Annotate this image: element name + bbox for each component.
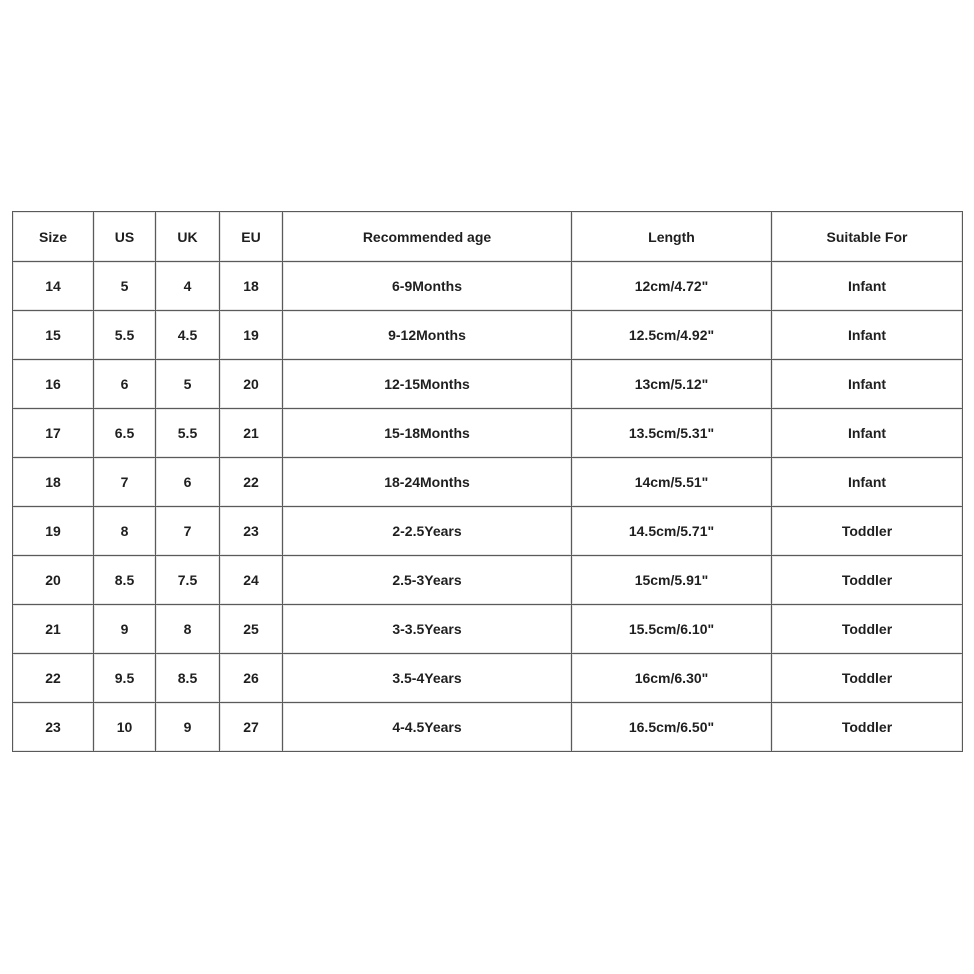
header-eu: EU — [220, 212, 283, 262]
cell-eu: 23 — [220, 507, 283, 556]
cell-recommended-age: 18-24Months — [283, 458, 572, 507]
cell-size: 17 — [13, 409, 94, 458]
cell-uk: 4 — [156, 262, 220, 311]
table-row — [13, 605, 963, 654]
header-size: Size — [13, 212, 94, 262]
size-chart-container — [12, 211, 962, 752]
cell-eu: 19 — [220, 311, 283, 360]
table-row — [13, 703, 963, 752]
cell-uk: 8.5 — [156, 654, 220, 703]
cell-recommended-age: 3.5-4Years — [283, 654, 572, 703]
cell-suitable-for: Toddler — [772, 556, 963, 605]
cell-us: 7 — [94, 458, 156, 507]
cell-uk: 5.5 — [156, 409, 220, 458]
cell-recommended-age: 9-12Months — [283, 311, 572, 360]
cell-size: 16 — [13, 360, 94, 409]
table-row — [13, 360, 963, 409]
header-recommended-age: Recommended age — [283, 212, 572, 262]
cell-length: 12.5cm/4.92" — [572, 311, 772, 360]
cell-eu: 24 — [220, 556, 283, 605]
cell-us: 8.5 — [94, 556, 156, 605]
cell-recommended-age: 2-2.5Years — [283, 507, 572, 556]
cell-eu: 21 — [220, 409, 283, 458]
cell-size: 20 — [13, 556, 94, 605]
cell-recommended-age: 4-4.5Years — [283, 703, 572, 752]
cell-size: 22 — [13, 654, 94, 703]
cell-eu: 27 — [220, 703, 283, 752]
cell-suitable-for: Infant — [772, 409, 963, 458]
header-row — [13, 212, 963, 262]
table-row — [13, 409, 963, 458]
cell-uk: 7.5 — [156, 556, 220, 605]
cell-recommended-age: 12-15Months — [283, 360, 572, 409]
cell-length: 14cm/5.51" — [572, 458, 772, 507]
size-chart-body — [13, 262, 963, 752]
cell-us: 10 — [94, 703, 156, 752]
header-us: US — [94, 212, 156, 262]
cell-size: 19 — [13, 507, 94, 556]
cell-us: 6 — [94, 360, 156, 409]
cell-us: 5.5 — [94, 311, 156, 360]
cell-recommended-age: 15-18Months — [283, 409, 572, 458]
cell-suitable-for: Toddler — [772, 507, 963, 556]
cell-recommended-age: 3-3.5Years — [283, 605, 572, 654]
cell-us: 5 — [94, 262, 156, 311]
cell-length: 13.5cm/5.31" — [572, 409, 772, 458]
cell-uk: 8 — [156, 605, 220, 654]
table-row — [13, 311, 963, 360]
cell-us: 8 — [94, 507, 156, 556]
cell-length: 16.5cm/6.50" — [572, 703, 772, 752]
cell-length: 14.5cm/5.71" — [572, 507, 772, 556]
table-row — [13, 556, 963, 605]
table-row — [13, 654, 963, 703]
cell-uk: 4.5 — [156, 311, 220, 360]
cell-length: 12cm/4.72" — [572, 262, 772, 311]
cell-size: 14 — [13, 262, 94, 311]
cell-size: 15 — [13, 311, 94, 360]
cell-size: 21 — [13, 605, 94, 654]
cell-eu: 18 — [220, 262, 283, 311]
cell-suitable-for: Infant — [772, 360, 963, 409]
cell-uk: 5 — [156, 360, 220, 409]
cell-suitable-for: Toddler — [772, 605, 963, 654]
cell-length: 15cm/5.91" — [572, 556, 772, 605]
cell-us: 6.5 — [94, 409, 156, 458]
cell-recommended-age: 6-9Months — [283, 262, 572, 311]
size-chart-table — [12, 211, 963, 752]
cell-eu: 26 — [220, 654, 283, 703]
cell-suitable-for: Infant — [772, 262, 963, 311]
cell-length: 13cm/5.12" — [572, 360, 772, 409]
cell-suitable-for: Infant — [772, 458, 963, 507]
cell-eu: 20 — [220, 360, 283, 409]
cell-us: 9.5 — [94, 654, 156, 703]
header-suitable-for: Suitable For — [772, 212, 963, 262]
table-row — [13, 458, 963, 507]
cell-size: 18 — [13, 458, 94, 507]
cell-uk: 6 — [156, 458, 220, 507]
table-row — [13, 262, 963, 311]
cell-eu: 22 — [220, 458, 283, 507]
cell-uk: 9 — [156, 703, 220, 752]
cell-suitable-for: Toddler — [772, 654, 963, 703]
cell-eu: 25 — [220, 605, 283, 654]
cell-size: 23 — [13, 703, 94, 752]
header-uk: UK — [156, 212, 220, 262]
cell-recommended-age: 2.5-3Years — [283, 556, 572, 605]
cell-suitable-for: Toddler — [772, 703, 963, 752]
cell-uk: 7 — [156, 507, 220, 556]
cell-suitable-for: Infant — [772, 311, 963, 360]
cell-length: 16cm/6.30" — [572, 654, 772, 703]
cell-length: 15.5cm/6.10" — [572, 605, 772, 654]
header-length: Length — [572, 212, 772, 262]
table-row — [13, 507, 963, 556]
cell-us: 9 — [94, 605, 156, 654]
